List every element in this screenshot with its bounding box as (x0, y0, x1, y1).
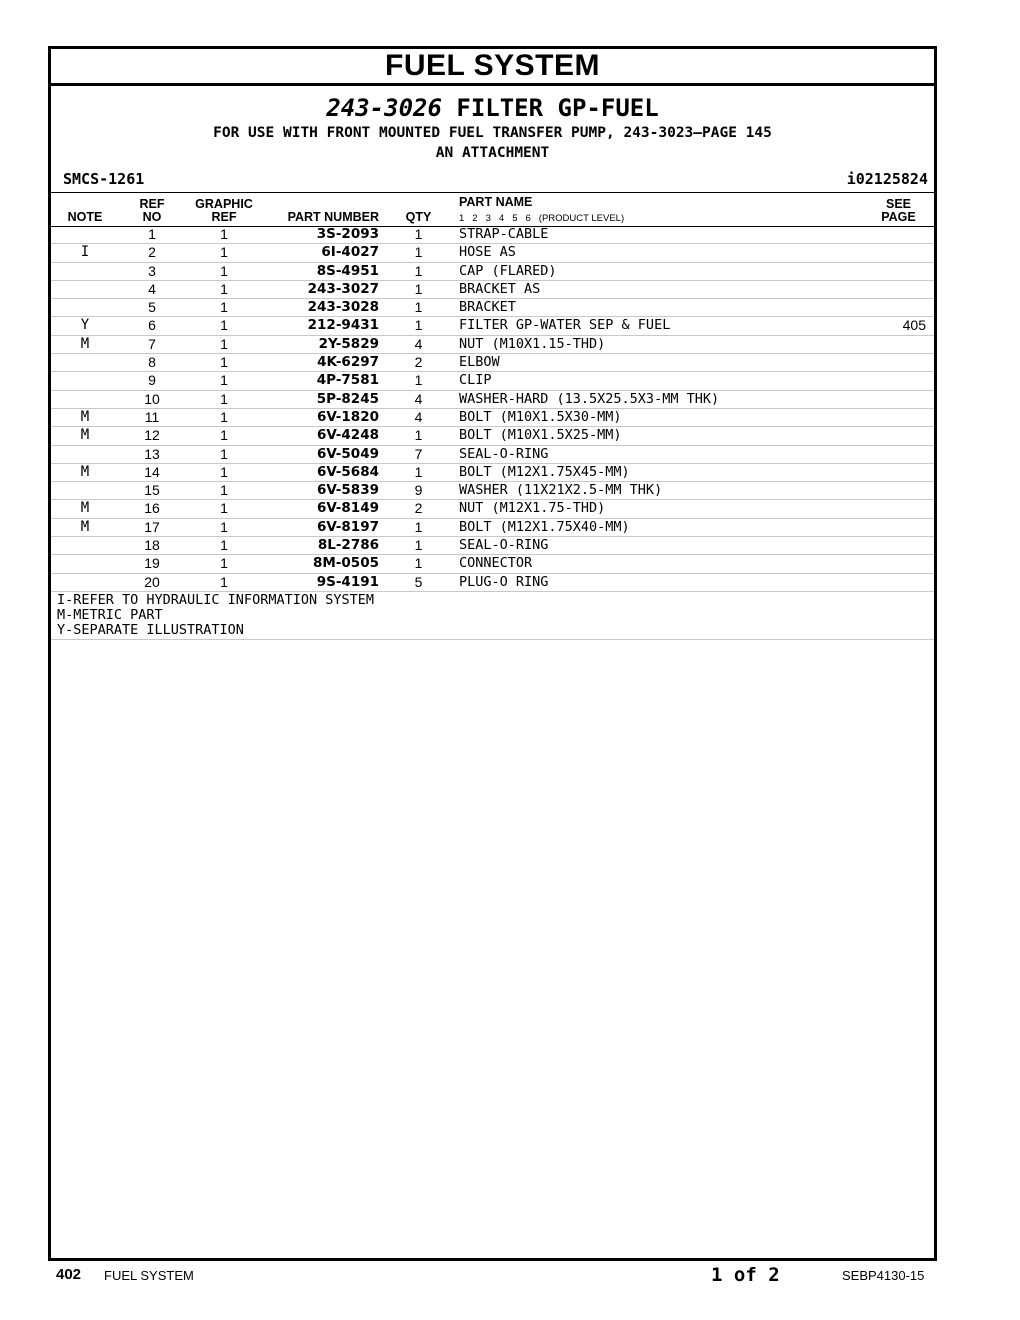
ref-no-cell: 1 (148, 226, 156, 242)
part-name-cell: BOLT (M10X1.5X30-MM) (459, 408, 622, 425)
parts-table-body (51, 226, 934, 640)
part-number-cell: 3S-2093 (316, 226, 379, 242)
qty-cell: 1 (414, 244, 423, 261)
notes-legend (51, 592, 934, 640)
part-number-cell: 6V-8149 (316, 500, 379, 517)
graphic-ref-cell: 1 (220, 226, 228, 242)
ref-no-cell: 3 (148, 262, 156, 279)
header-see-page: SEE PAGE (881, 197, 916, 224)
qty-cell: 1 (414, 518, 423, 535)
ref-no-cell: 17 (144, 518, 160, 535)
part-name-cell: PLUG-O RING (459, 573, 549, 590)
usage-line: FOR USE WITH FRONT MOUNTED FUEL TRANSFER PUMP, 243-3023—PAGE 145 (213, 125, 772, 141)
qty-cell: 2 (414, 500, 423, 517)
section-title: FUEL SYSTEM (51, 49, 934, 86)
usage-line: AN ATTACHMENT (435, 145, 550, 161)
table-row (51, 226, 934, 244)
ref-no-cell: 2 (148, 244, 156, 261)
qty-cell: 1 (414, 226, 423, 242)
table-row (51, 427, 934, 445)
graphic-ref-cell: 1 (220, 463, 228, 480)
table-row (51, 336, 934, 354)
header-graphic-ref: GRAPHIC REF (195, 197, 253, 224)
table-row (51, 409, 934, 427)
part-name-cell: CAP (FLARED) (459, 262, 557, 279)
graphic-ref-cell: 1 (220, 537, 228, 554)
page-number: 402 (56, 1266, 82, 1283)
ref-no-cell: 19 (144, 555, 160, 572)
graphic-ref-cell: 1 (220, 262, 228, 279)
see-page-cell: 405 (902, 317, 926, 334)
part-name-cell: NUT (M10X1.15-THD) (459, 335, 606, 352)
part-name-cell: FILTER GP-WATER SEP & FUEL (459, 317, 671, 334)
qty-cell: 4 (414, 335, 423, 352)
ref-no-cell: 15 (144, 482, 160, 499)
graphic-ref-cell: 1 (220, 408, 228, 425)
table-row (51, 464, 934, 482)
table-row (51, 519, 934, 537)
page-count: 1 of 2 (711, 1264, 780, 1286)
part-number-cell: 8L-2786 (317, 537, 379, 554)
qty-cell: 4 (414, 390, 423, 407)
group-number: 243-3026 (326, 94, 442, 122)
part-name-cell: NUT (M12X1.75-THD) (459, 500, 606, 517)
part-number-cell: 6I-4027 (321, 244, 379, 261)
ref-no-cell: 12 (144, 427, 160, 444)
footer-section: FUEL SYSTEM (104, 1268, 194, 1283)
part-name-cell: CLIP (459, 372, 492, 389)
table-row (51, 317, 934, 335)
table-row (51, 281, 934, 299)
part-number-cell: 212-9431 (307, 317, 379, 334)
ref-no-cell: 10 (144, 390, 160, 407)
graphic-ref-cell: 1 (220, 280, 228, 297)
qty-cell: 1 (414, 555, 423, 572)
part-name-cell: ELBOW (459, 354, 500, 371)
qty-cell: 2 (414, 354, 423, 371)
ref-no-cell: 4 (148, 280, 156, 297)
part-number-cell: 6V-1820 (316, 408, 379, 425)
part-name-cell: BOLT (M12X1.75X40-MM) (459, 518, 630, 535)
part-number-cell: 4K-6297 (317, 354, 379, 371)
graphic-ref-cell: 1 (220, 372, 228, 389)
table-row (51, 263, 934, 281)
table-row (51, 555, 934, 573)
part-number-cell: 8S-4951 (316, 262, 379, 279)
table-row (51, 482, 934, 500)
graphic-ref-cell: 1 (220, 427, 228, 444)
graphic-ref-cell: 1 (220, 445, 228, 462)
ref-no-cell: 18 (144, 537, 160, 554)
qty-cell: 5 (414, 573, 423, 590)
part-name-cell: SEAL-O-RING (459, 537, 549, 554)
table-row (51, 299, 934, 317)
part-name-cell: BRACKET AS (459, 280, 541, 297)
ref-no-cell: 20 (144, 573, 160, 590)
note-legend-line: Y-SEPARATE ILLUSTRATION (57, 621, 244, 638)
header-part-number: PART NUMBER (287, 210, 379, 224)
ref-no-cell: 7 (148, 335, 156, 352)
note-legend-line: M-METRIC PART (57, 606, 163, 623)
product-level-label: 3 (485, 213, 491, 224)
illustration-id: i02125824 (846, 170, 928, 188)
product-level-label: 6 (525, 213, 531, 224)
table-row (51, 446, 934, 464)
graphic-ref-cell: 1 (220, 354, 228, 371)
part-number-cell: 6V-8197 (316, 518, 379, 535)
qty-cell: 9 (414, 482, 423, 499)
qty-cell: 1 (414, 299, 423, 316)
graphic-ref-cell: 1 (220, 317, 228, 334)
parts-page-frame (48, 46, 937, 1261)
ref-no-cell: 11 (144, 408, 160, 425)
part-number-cell: 8M-0505 (312, 555, 379, 572)
ref-no-cell: 14 (144, 463, 160, 480)
graphic-ref-cell: 1 (220, 335, 228, 352)
qty-cell: 7 (414, 445, 423, 462)
group-name: FILTER GP-FUEL (456, 94, 659, 122)
note-cell: M (80, 500, 90, 517)
graphic-ref-cell: 1 (220, 555, 228, 572)
ref-no-cell: 6 (148, 317, 156, 334)
part-name-cell: BOLT (M12X1.75X45-MM) (459, 463, 630, 480)
note-cell: M (80, 427, 90, 444)
graphic-ref-cell: 1 (220, 390, 228, 407)
qty-cell: 1 (414, 262, 423, 279)
part-number-cell: 6V-4248 (316, 427, 379, 444)
product-level-label: 1 (459, 213, 465, 224)
part-number-cell: 6V-5684 (316, 463, 379, 480)
product-level-label: 2 (472, 213, 478, 224)
product-level-label: (PRODUCT LEVEL) (538, 213, 625, 224)
part-name-cell: CONNECTOR (459, 555, 533, 572)
note-cell: Y (80, 317, 90, 334)
ref-no-cell: 5 (148, 299, 156, 316)
graphic-ref-cell: 1 (220, 299, 228, 316)
smcs-code: SMCS-1261 (63, 170, 145, 188)
part-number-cell: 6V-5049 (316, 445, 379, 462)
table-row (51, 354, 934, 372)
group-title (51, 94, 934, 122)
note-cell: M (80, 335, 90, 352)
graphic-ref-cell: 1 (220, 244, 228, 261)
header-ref-no: REF NO (139, 197, 165, 224)
qty-cell: 1 (414, 317, 423, 334)
part-number-cell: 243-3028 (307, 299, 379, 316)
note-cell: M (80, 518, 90, 535)
note-cell: I (80, 244, 90, 261)
ref-no-cell: 16 (144, 500, 160, 517)
qty-cell: 4 (414, 408, 423, 425)
header-note: NOTE (67, 210, 103, 224)
qty-cell: 1 (414, 372, 423, 389)
ref-no-cell: 13 (144, 445, 160, 462)
note-legend-line: I-REFER TO HYDRAULIC INFORMATION SYSTEM (57, 591, 374, 608)
part-number-cell: 6V-5839 (316, 482, 379, 499)
product-level-label: 5 (512, 213, 518, 224)
qty-cell: 1 (414, 463, 423, 480)
graphic-ref-cell: 1 (220, 500, 228, 517)
table-row (51, 574, 934, 592)
part-number-cell: 9S-4191 (316, 573, 379, 590)
qty-cell: 1 (414, 280, 423, 297)
ref-no-cell: 8 (148, 354, 156, 371)
ref-no-cell: 9 (148, 372, 156, 389)
table-row (51, 500, 934, 518)
note-cell: M (80, 408, 90, 425)
document-number: SEBP4130-15 (842, 1268, 925, 1283)
part-number-cell: 5P-8245 (316, 390, 379, 407)
part-number-cell: 2Y-5829 (318, 335, 379, 352)
qty-cell: 1 (414, 537, 423, 554)
table-row (51, 391, 934, 409)
qty-cell: 1 (414, 427, 423, 444)
header-qty: QTY (405, 210, 432, 224)
graphic-ref-cell: 1 (220, 573, 228, 590)
part-name-cell: WASHER (11X21X2.5-MM THK) (459, 482, 663, 499)
graphic-ref-cell: 1 (220, 482, 228, 499)
header-product-levels (459, 213, 632, 224)
table-row (51, 537, 934, 555)
product-level-label: 4 (498, 213, 505, 224)
part-name-cell: WASHER-HARD (13.5X25.5X3-MM THK) (459, 390, 720, 407)
table-row (51, 372, 934, 390)
part-number-cell: 4P-7581 (316, 372, 379, 389)
header-part-name: PART NAME (459, 195, 533, 209)
graphic-ref-cell: 1 (220, 518, 228, 535)
part-number-cell: 243-3027 (307, 280, 379, 297)
part-name-cell: BOLT (M10X1.5X25-MM) (459, 427, 622, 444)
part-name-cell: STRAP-CABLE (459, 226, 549, 242)
part-name-cell: SEAL-O-RING (459, 445, 549, 462)
table-header (51, 192, 934, 227)
part-name-cell: BRACKET (459, 299, 516, 316)
note-cell: M (80, 463, 90, 480)
part-name-cell: HOSE AS (459, 244, 516, 261)
table-row (51, 244, 934, 262)
